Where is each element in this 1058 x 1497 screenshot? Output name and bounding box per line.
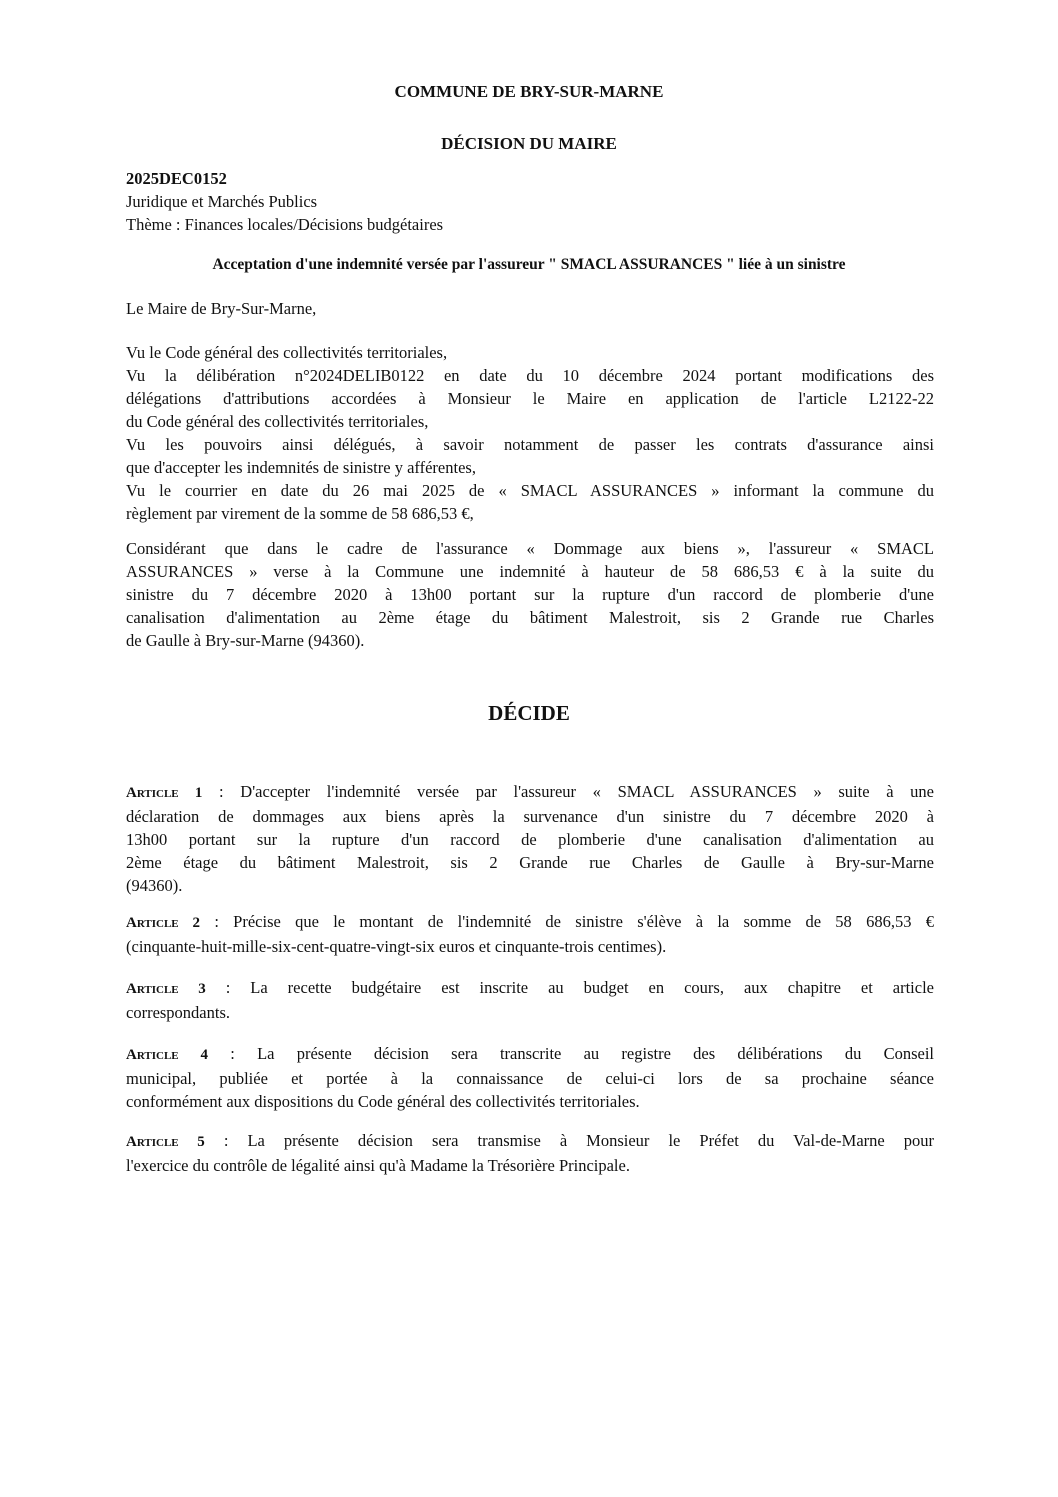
article-2 bbox=[126, 910, 934, 958]
article-label: Article 5 bbox=[126, 1134, 205, 1150]
article-line: conformément aux dispositions du Code général des collectivités territoriales. bbox=[126, 1092, 640, 1111]
visa-line: du Code général des collectivités territoriales, bbox=[126, 412, 429, 431]
considerant-line: ASSURANCES » verse à la Commune une indemnité à hauteur de 58 686,53 € à la suite du bbox=[126, 562, 934, 581]
visa-line: Vu les pouvoirs ainsi délégués, à savoir notamment de passer les contrats d'assurance ainsi bbox=[126, 435, 934, 454]
article-5 bbox=[126, 1129, 934, 1177]
reference-number: 2025DEC0152 bbox=[126, 169, 227, 188]
article-text: : La présente décision sera transmise à Monsieur le Préfet du Val-de-Marne pour bbox=[204, 1131, 935, 1150]
article-label: Article 3 bbox=[126, 981, 206, 997]
article-line: 13h00 portant sur la rupture d'un raccord de plomberie d'une canalisation d'alimentation au bbox=[126, 830, 934, 849]
article-4 bbox=[126, 1042, 934, 1113]
visas-block bbox=[126, 341, 934, 525]
article-line bbox=[126, 780, 934, 805]
intro-line bbox=[126, 297, 934, 320]
article-text: : D'accepter l'indemnité versée par l'assureur « SMACL ASSURANCES » suite à une bbox=[202, 782, 934, 801]
visa-line: Vu le Code général des collectivités territoriales, bbox=[126, 343, 448, 362]
visa-line: que d'accepter les indemnités de sinistre y afférentes, bbox=[126, 458, 476, 477]
considerant-line: de Gaulle à Bry-sur-Marne (94360). bbox=[126, 631, 365, 650]
article-text: : La recette budgétaire est inscrite au budget en cours, aux chapitre et article bbox=[205, 978, 934, 997]
considerant-line: sinistre du 7 décembre 2020 à 13h00 portant sur la rupture d'un raccord de plomberie d'une bbox=[126, 585, 934, 604]
article-line bbox=[126, 910, 934, 935]
article-label: Article 1 bbox=[126, 785, 203, 801]
visa-line: Vu la délibération n°2024DELIB0122 en date du 10 décembre 2024 portant modifications des bbox=[126, 366, 934, 385]
intro-text: Le Maire de Bry-Sur-Marne, bbox=[126, 299, 317, 318]
commune-heading: COMMUNE DE BRY-SUR-MARNE bbox=[394, 82, 664, 101]
service-name: Juridique et Marchés Publics bbox=[126, 192, 318, 211]
article-line: municipal, publiée et portée à la connaissance de celui-ci lors de sa prochaine séance bbox=[126, 1069, 934, 1088]
article-1 bbox=[126, 780, 934, 897]
article-text: : Précise que le montant de l'indemnité de sinistre s'élève à la somme de 58 686,53 € bbox=[200, 912, 934, 931]
article-label: Article 4 bbox=[126, 1047, 208, 1063]
decide-heading: DÉCIDE bbox=[488, 701, 570, 725]
article-line bbox=[126, 976, 934, 1001]
visa-line: règlement par virement de la somme de 58 686,53 €, bbox=[126, 504, 474, 523]
article-line: l'exercice du contrôle de légalité ainsi qu'à Madame la Trésorière Principale. bbox=[126, 1156, 630, 1175]
article-label: Article 2 bbox=[126, 915, 201, 931]
document-title: DÉCISION DU MAIRE bbox=[441, 134, 617, 153]
visa-line: Vu le courrier en date du 26 mai 2025 de « SMACL ASSURANCES » informant la commune du bbox=[126, 481, 934, 500]
visa-line: délégations d'attributions accordées à Monsieur le Maire en application de l'article L2122-22 bbox=[126, 389, 934, 408]
article-line: (cinquante-huit-mille-six-cent-quatre-vingt-six euros et cinquante-trois centimes). bbox=[126, 937, 667, 956]
theme-line: Thème : Finances locales/Décisions budgétaires bbox=[126, 215, 444, 234]
article-3 bbox=[126, 976, 934, 1024]
considerant-block bbox=[126, 537, 934, 652]
meta-block bbox=[126, 167, 934, 236]
considerant-line: Considérant que dans le cadre de l'assurance « Dommage aux biens », l'assureur « SMACL bbox=[126, 539, 934, 558]
article-line: correspondants. bbox=[126, 1003, 231, 1022]
article-text: : La présente décision sera transcrite au registre des délibérations du Conseil bbox=[208, 1044, 935, 1063]
article-line bbox=[126, 1042, 934, 1067]
article-line: (94360). bbox=[126, 876, 183, 895]
considerant-line: canalisation d'alimentation au 2ème étage du bâtiment Malestroit, sis 2 Grande rue Charles bbox=[126, 608, 934, 627]
article-line bbox=[126, 1129, 934, 1154]
article-line: 2ème étage du bâtiment Malestroit, sis 2 Grande rue Charles de Gaulle à Bry-sur-Marne bbox=[126, 853, 934, 872]
article-line: déclaration de dommages aux biens après la survenance d'un sinistre du 7 décembre 2020 à bbox=[126, 807, 934, 826]
subject-line: Acceptation d'une indemnité versée par l'assureur " SMACL ASSURANCES " liée à un sinistre bbox=[212, 256, 846, 273]
